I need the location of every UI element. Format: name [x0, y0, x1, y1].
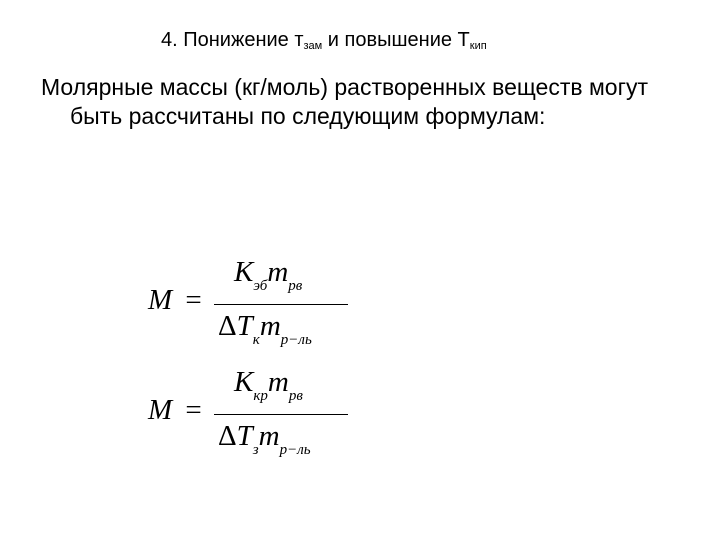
formula-numerator [234, 256, 302, 295]
constant-subscript: кр [253, 388, 268, 404]
solvent-mass-subscript: р−ль [280, 332, 312, 348]
constant-subscript: эб [253, 278, 268, 294]
solvent-mass-symbol: m [259, 310, 281, 342]
formula-numerator [234, 366, 303, 405]
delta-symbol: Δ [218, 420, 237, 452]
title-subscript-freezing: зам [303, 40, 323, 52]
body-text: Молярные массы (кг/моль) растворенных веществ могут быть рассчитаны по следующим формулам: [41, 74, 649, 129]
formula-denominator [218, 420, 311, 459]
title-middle: и повышение Т [322, 29, 470, 51]
temperature-subscript: з [252, 442, 259, 458]
temperature-symbol: T [236, 310, 253, 342]
constant-symbol: K [234, 256, 254, 288]
formula-lhs [148, 394, 202, 427]
slide-title [161, 28, 487, 58]
temperature-subscript: к [252, 332, 260, 348]
constant-symbol: K [234, 366, 254, 398]
mass-subscript: рв [288, 388, 303, 404]
title-prefix: 4. Понижение т [161, 29, 304, 51]
mass-symbol: m [267, 256, 289, 288]
equals-sign: = [185, 394, 202, 426]
delta-symbol: Δ [218, 310, 237, 342]
solvent-mass-symbol: m [258, 420, 280, 452]
title-subscript-boiling: кип [469, 40, 487, 52]
solvent-mass-subscript: р−ль [279, 442, 311, 458]
lhs-symbol: M [148, 284, 173, 316]
mass-subscript: рв [288, 278, 303, 294]
fraction-bar [214, 414, 348, 415]
equals-sign: = [185, 284, 202, 316]
formula-denominator [218, 310, 312, 349]
temperature-symbol: T [236, 420, 253, 452]
fraction-bar [214, 304, 348, 305]
formula-lhs [148, 284, 202, 317]
mass-symbol: m [267, 366, 289, 398]
lhs-symbol: M [148, 394, 173, 426]
